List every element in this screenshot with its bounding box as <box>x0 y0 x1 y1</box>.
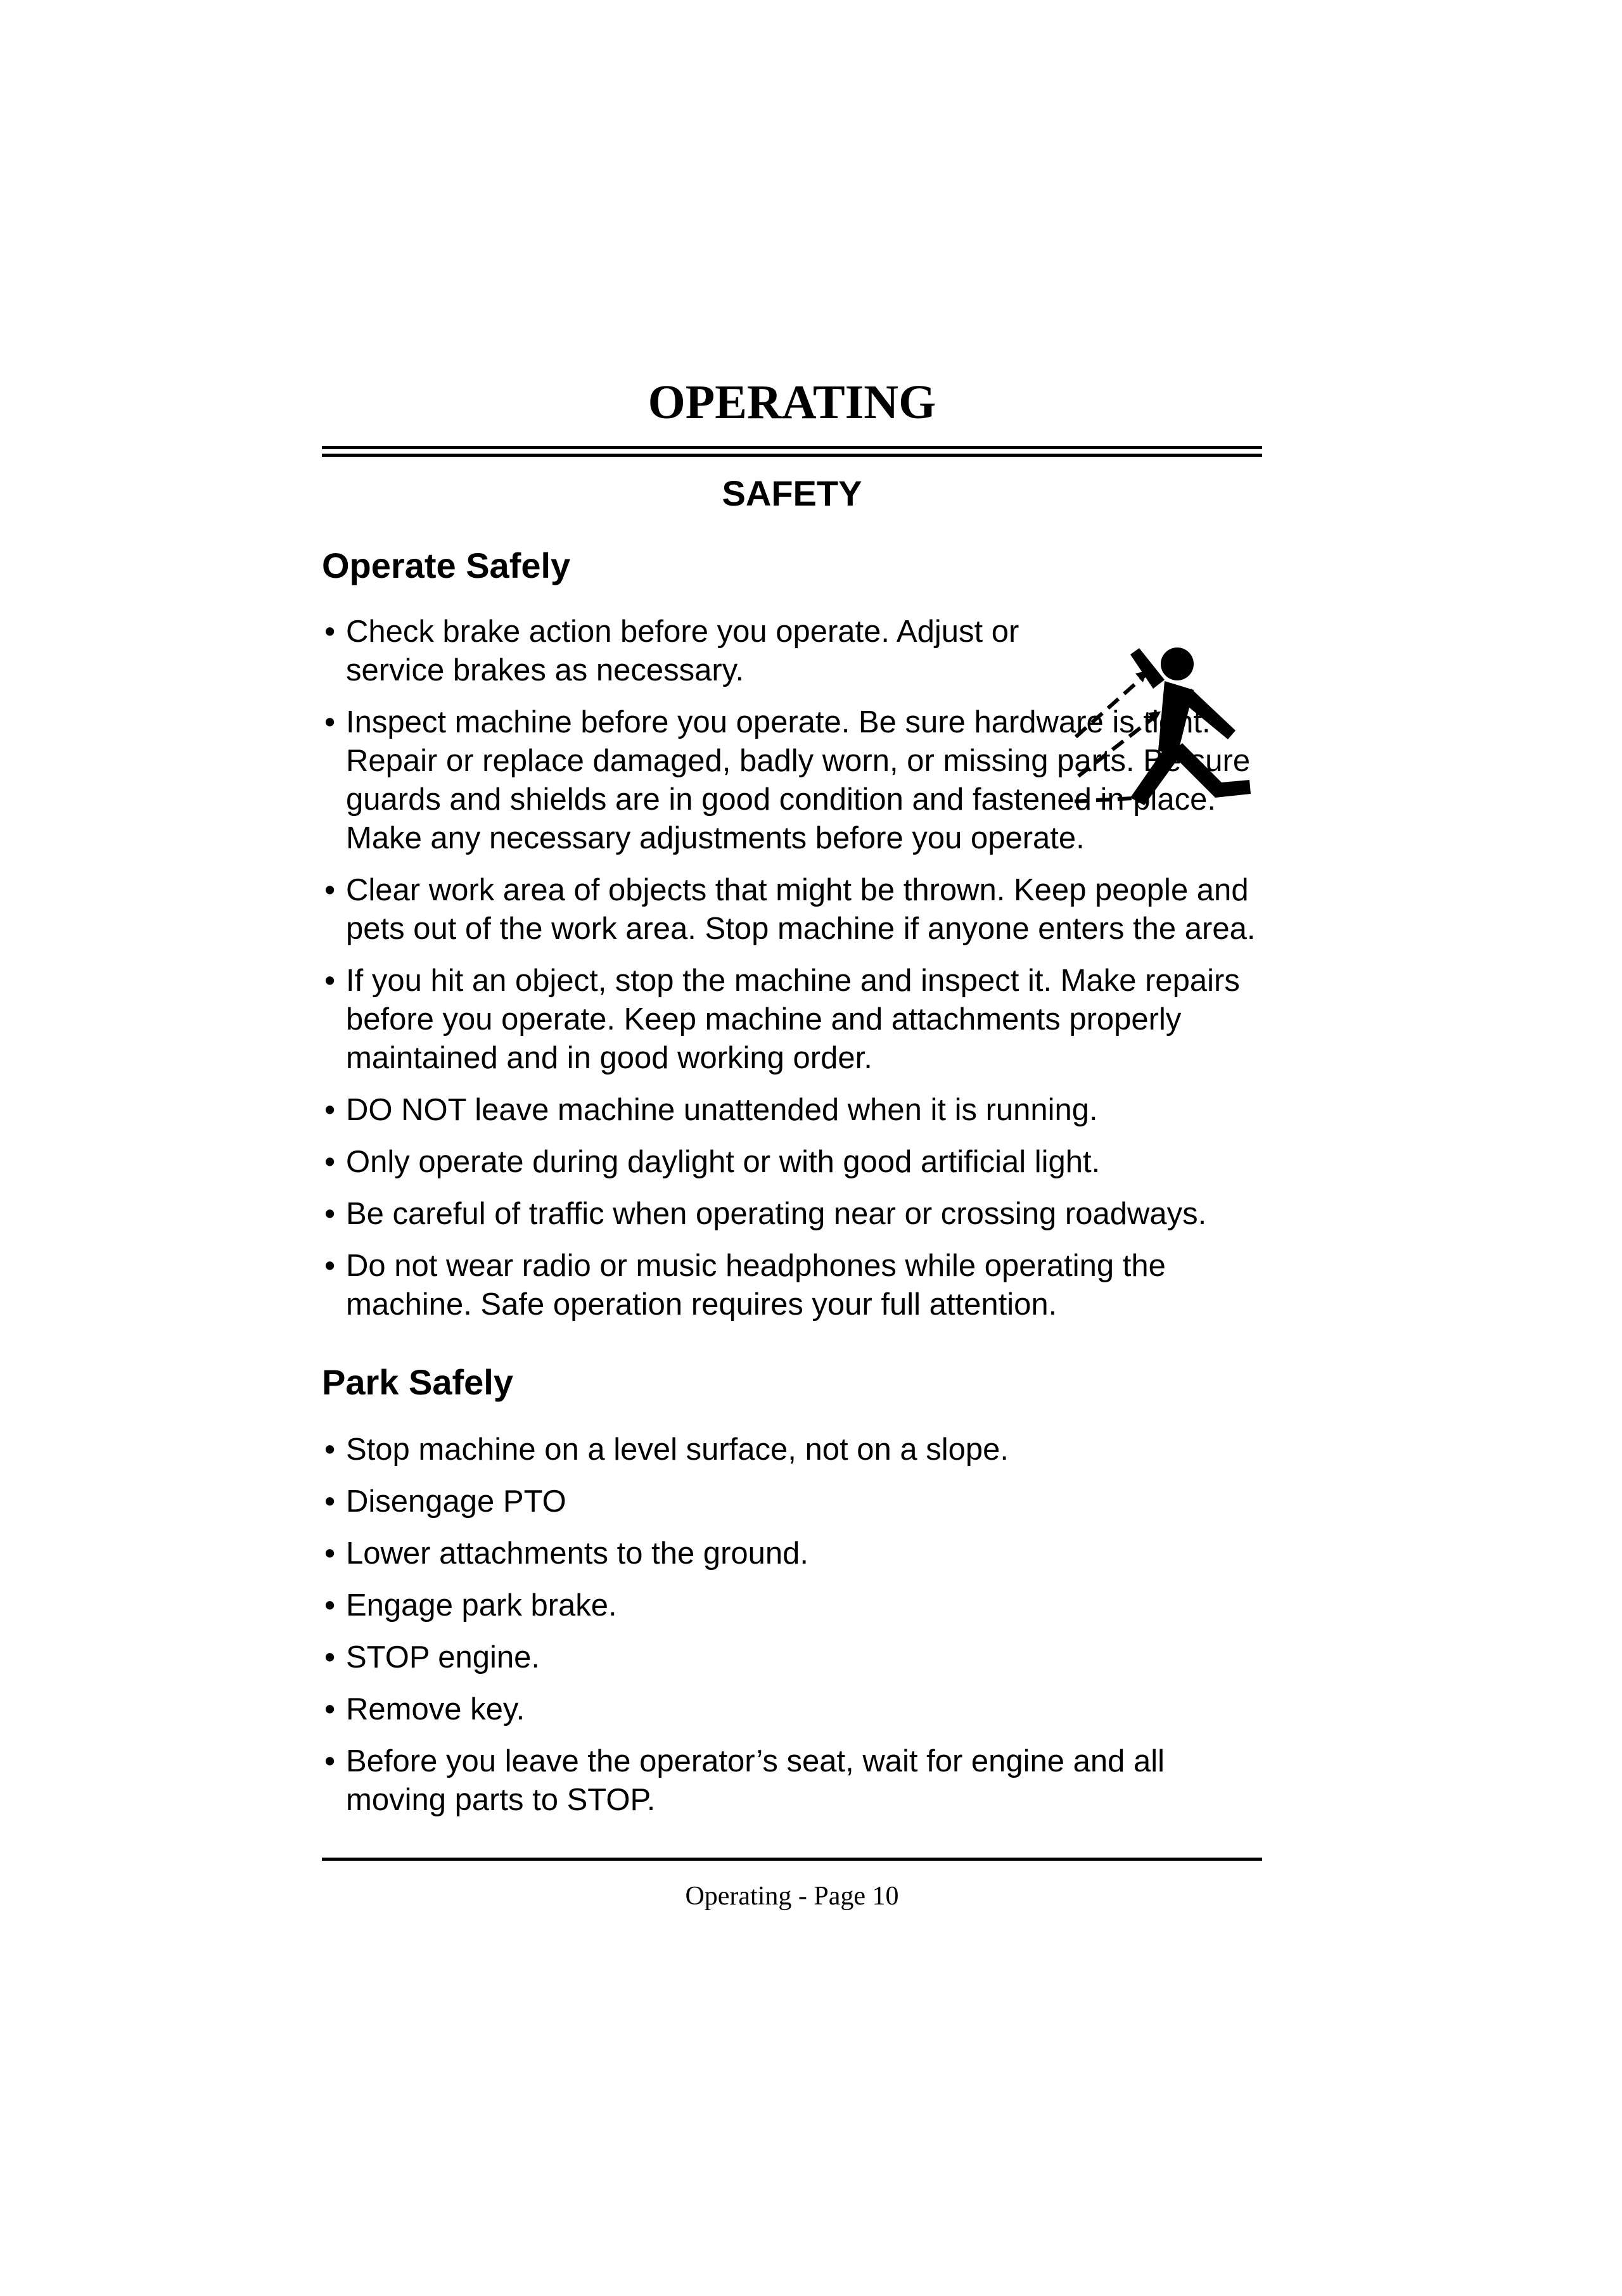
park-safely-heading: Park Safely <box>322 1362 513 1402</box>
operate-safely-heading: Operate Safely <box>322 545 571 585</box>
list-item: • Remove key. <box>322 1690 1262 1729</box>
page-title: OPERATING <box>648 376 936 429</box>
list-item: • Check brake action before you operate. Adjust or service brakes as necessary. <box>322 613 1062 690</box>
list-item: • Only operate during daylight or with good artificial light. <box>322 1143 1262 1182</box>
operate-safely-list <box>322 613 1262 1324</box>
list-item: • Do not wear radio or music headphones while operating the machine. Safe operation requires your full attention. <box>322 1247 1262 1324</box>
footer-divider <box>322 1858 1262 1861</box>
section-subtitle: SAFETY <box>722 473 862 513</box>
list-item: • STOP engine. <box>322 1638 1262 1677</box>
list-item: • Inspect machine before you operate. Be sure hardware is tight. Repair or replace damaged, badly worn, or missing parts. Be sure guards and shields are in good condition and fastened in place. Make any necessary adjustments before you operate. <box>322 703 1262 858</box>
list-item: • Before you leave the operator’s seat, wait for engine and all moving parts to STOP. <box>322 1742 1262 1820</box>
list-item: • If you hit an object, stop the machine and inspect it. Make repairs before you operate. Keep machine and attachments properly maintained and in good working order. <box>322 962 1262 1078</box>
operate-safely-section <box>322 543 1262 1324</box>
list-item: • Engage park brake. <box>322 1586 1262 1625</box>
park-safely-list <box>322 1431 1262 1820</box>
title-divider <box>322 446 1262 457</box>
list-item: • Disengage PTO <box>322 1483 1262 1521</box>
list-item: • Stop machine on a level surface, not on a slope. <box>322 1431 1262 1469</box>
park-safely-section <box>322 1360 1262 1820</box>
list-item: • Be careful of traffic when operating near or crossing roadways. <box>322 1195 1262 1234</box>
list-item: • Lower attachments to the ground. <box>322 1534 1262 1573</box>
list-item: • DO NOT leave machine unattended when it is running. <box>322 1091 1262 1130</box>
manual-page <box>322 374 1262 1914</box>
page-footer: Operating - Page 10 <box>685 1882 899 1911</box>
list-item: • Clear work area of objects that might be thrown. Keep people and pets out of the work area. Stop machine if anyone enters the area. <box>322 871 1262 948</box>
